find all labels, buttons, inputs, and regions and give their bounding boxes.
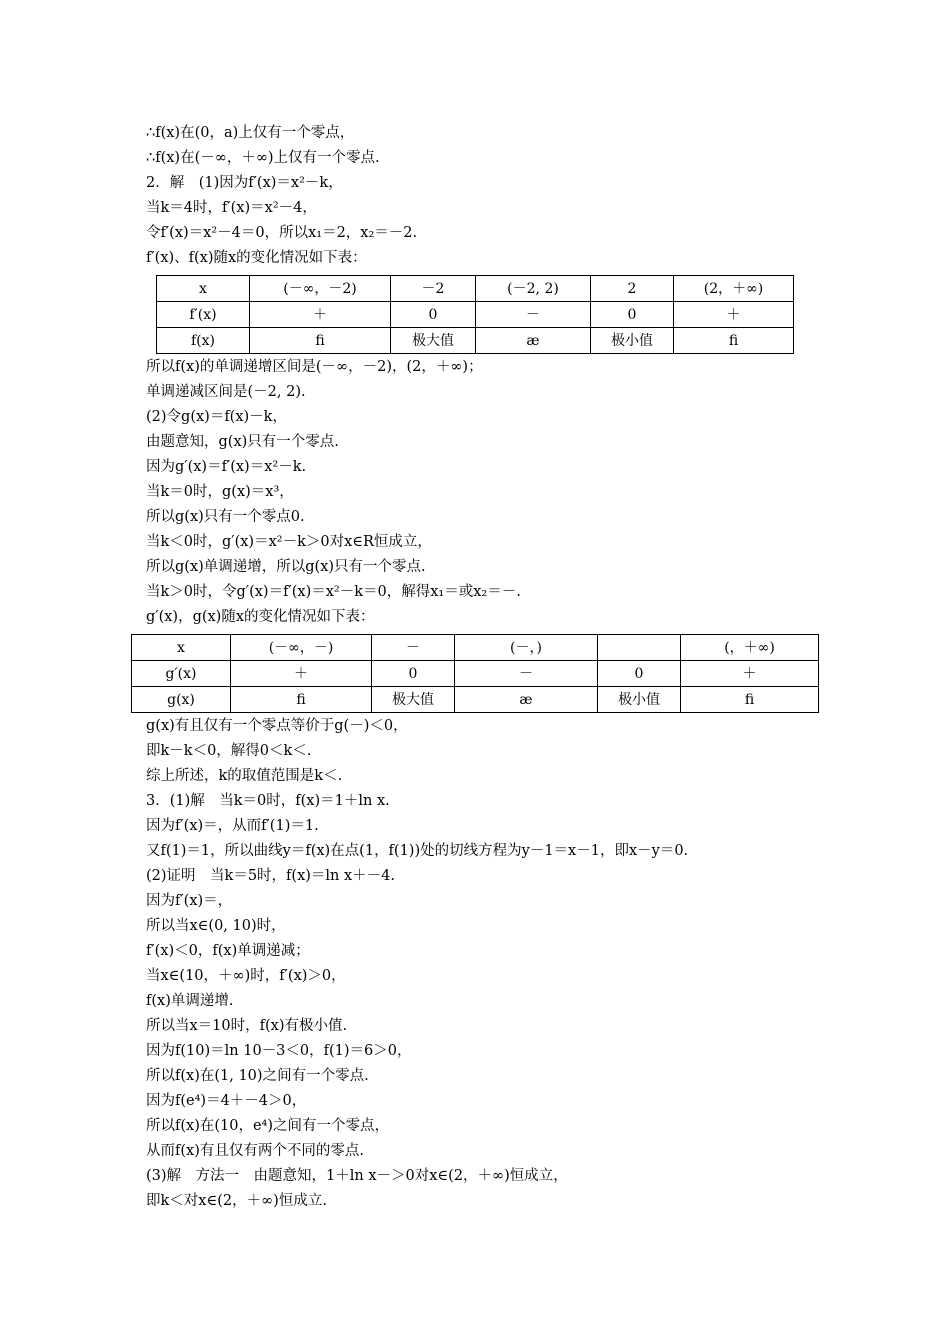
table-cell: 2	[591, 276, 674, 302]
text-line: 所以g(x)只有一个零点0.	[146, 509, 305, 525]
table-cell: －	[455, 661, 598, 687]
text-line: 因为g′(x)＝f′(x)＝x²－k.	[146, 459, 307, 475]
text-line: 即k－k＜0，解得0＜k＜.	[146, 743, 312, 759]
table-cell: (2，＋∞)	[674, 276, 794, 302]
text-line: f(x)单调递增.	[146, 993, 234, 1009]
text-line: 当k＝0时，g(x)＝x³，	[146, 484, 294, 500]
table-cell: 0	[391, 302, 476, 328]
variation-table-f	[156, 275, 794, 354]
table-cell: æ	[476, 328, 591, 354]
table-cell: æ	[455, 687, 598, 713]
table-cell	[598, 635, 681, 661]
table-cell: 0	[598, 661, 681, 687]
text-line: 当k＞0时，令g′(x)＝f′(x)＝x²－k＝0，解得x₁＝或x₂＝－.	[146, 584, 521, 600]
table-cell: 极大值	[372, 687, 455, 713]
text-line: ∴f(x)在(－∞，＋∞)上仅有一个零点.	[146, 150, 380, 166]
table-cell: g′(x)	[132, 661, 231, 687]
text-line: (2)证明 当k＝5时，f(x)＝ln x＋－4.	[146, 868, 396, 884]
table-cell: (－，)	[455, 635, 598, 661]
text-line: f′(x)＜0，f(x)单调递减；	[146, 943, 310, 959]
table-cell: ﬁ	[250, 328, 391, 354]
table-cell: ＋	[681, 661, 819, 687]
table-cell: 0	[372, 661, 455, 687]
table-cell: ﬁ	[681, 687, 819, 713]
text-line: 当k＜0时，g′(x)＝x²－k＞0对x∈R恒成立，	[146, 534, 432, 550]
table-cell: x	[132, 635, 231, 661]
table-cell: 极小值	[591, 328, 674, 354]
table-row	[157, 276, 794, 302]
text-line: f′(x)、f(x)随x的变化情况如下表：	[146, 250, 367, 266]
table-row	[132, 661, 819, 687]
table-cell: 极小值	[598, 687, 681, 713]
table-row	[157, 302, 794, 328]
text-line: (3)解 方法一 由题意知，1＋ln x－＞0对x∈(2，＋∞)恒成立，	[146, 1168, 568, 1184]
text-line: 即k＜对x∈(2，＋∞)恒成立.	[146, 1193, 327, 1209]
text-line: 因为f(10)＝ln 10－3＜0，f(1)＝6＞0，	[146, 1043, 412, 1059]
table-cell: f(x)	[157, 328, 250, 354]
text-line: 所以f(x)的单调递增区间是(－∞，－2)，(2，＋∞)；	[146, 359, 483, 375]
table-row	[132, 687, 819, 713]
text-line: 因为f′(x)＝，	[146, 893, 233, 909]
table-cell: (－∞，－2)	[250, 276, 391, 302]
variation-table-g	[131, 634, 819, 713]
table-cell: g(x)	[132, 687, 231, 713]
text-line: ∴f(x)在(0，a)上仅有一个零点，	[146, 125, 355, 141]
text-line: (2)令g(x)＝f(x)－k，	[146, 409, 287, 425]
table-cell: ＋	[674, 302, 794, 328]
text-line: 综上所述，k的取值范围是k＜.	[146, 768, 343, 784]
table-cell: ﬁ	[231, 687, 372, 713]
text-line: g(x)有且仅有一个零点等价于g(－)＜0，	[146, 718, 408, 734]
text-line: g′(x)，g(x)随x的变化情况如下表：	[146, 609, 375, 625]
text-line: 所以f(x)在(10，e⁴)之间有一个零点，	[146, 1118, 390, 1134]
text-line: 所以当x∈(0, 10)时，	[146, 918, 286, 934]
table-cell: －2	[391, 276, 476, 302]
table-row	[157, 328, 794, 354]
table-cell: ＋	[250, 302, 391, 328]
table-cell: －	[372, 635, 455, 661]
text-line: 所以f(x)在(1, 10)之间有一个零点.	[146, 1068, 369, 1084]
text-line: 由题意知，g(x)只有一个零点.	[146, 434, 339, 450]
text-line: 当k＝4时，f′(x)＝x²－4，	[146, 200, 317, 216]
table-cell: ＋	[231, 661, 372, 687]
text-line: 单调递减区间是(－2, 2).	[146, 384, 306, 400]
table-cell: x	[157, 276, 250, 302]
text-line: 2．解 (1)因为f′(x)＝x²－k，	[146, 175, 343, 191]
text-line: 因为f(e⁴)＝4＋－4＞0，	[146, 1093, 307, 1109]
table-cell: f′(x)	[157, 302, 250, 328]
text-line: 令f′(x)＝x²－4＝0，所以x₁＝2，x₂＝－2.	[146, 225, 418, 241]
table-cell: 极大值	[391, 328, 476, 354]
table-cell: (，＋∞)	[681, 635, 819, 661]
text-line: 当x∈(10，＋∞)时，f′(x)＞0，	[146, 968, 346, 984]
text-line: 又f(1)＝1，所以曲线y＝f(x)在点(1，f(1))处的切线方程为y－1＝x－1，即x－y＝0.	[146, 843, 689, 859]
table-cell: ﬁ	[674, 328, 794, 354]
text-line: 从而f(x)有且仅有两个不同的零点.	[146, 1143, 364, 1159]
table-cell: (－2, 2)	[476, 276, 591, 302]
table-cell: 0	[591, 302, 674, 328]
text-line: 3．(1)解 当k＝0时，f(x)＝1＋ln x.	[146, 793, 390, 809]
table-cell: (－∞，－)	[231, 635, 372, 661]
table-row	[132, 635, 819, 661]
text-line: 所以当x＝10时，f(x)有极小值.	[146, 1018, 348, 1034]
text-line: 所以g(x)单调递增，所以g(x)只有一个零点.	[146, 559, 426, 575]
table-cell: －	[476, 302, 591, 328]
text-line: 因为f′(x)＝，从而f′(1)＝1.	[146, 818, 319, 834]
